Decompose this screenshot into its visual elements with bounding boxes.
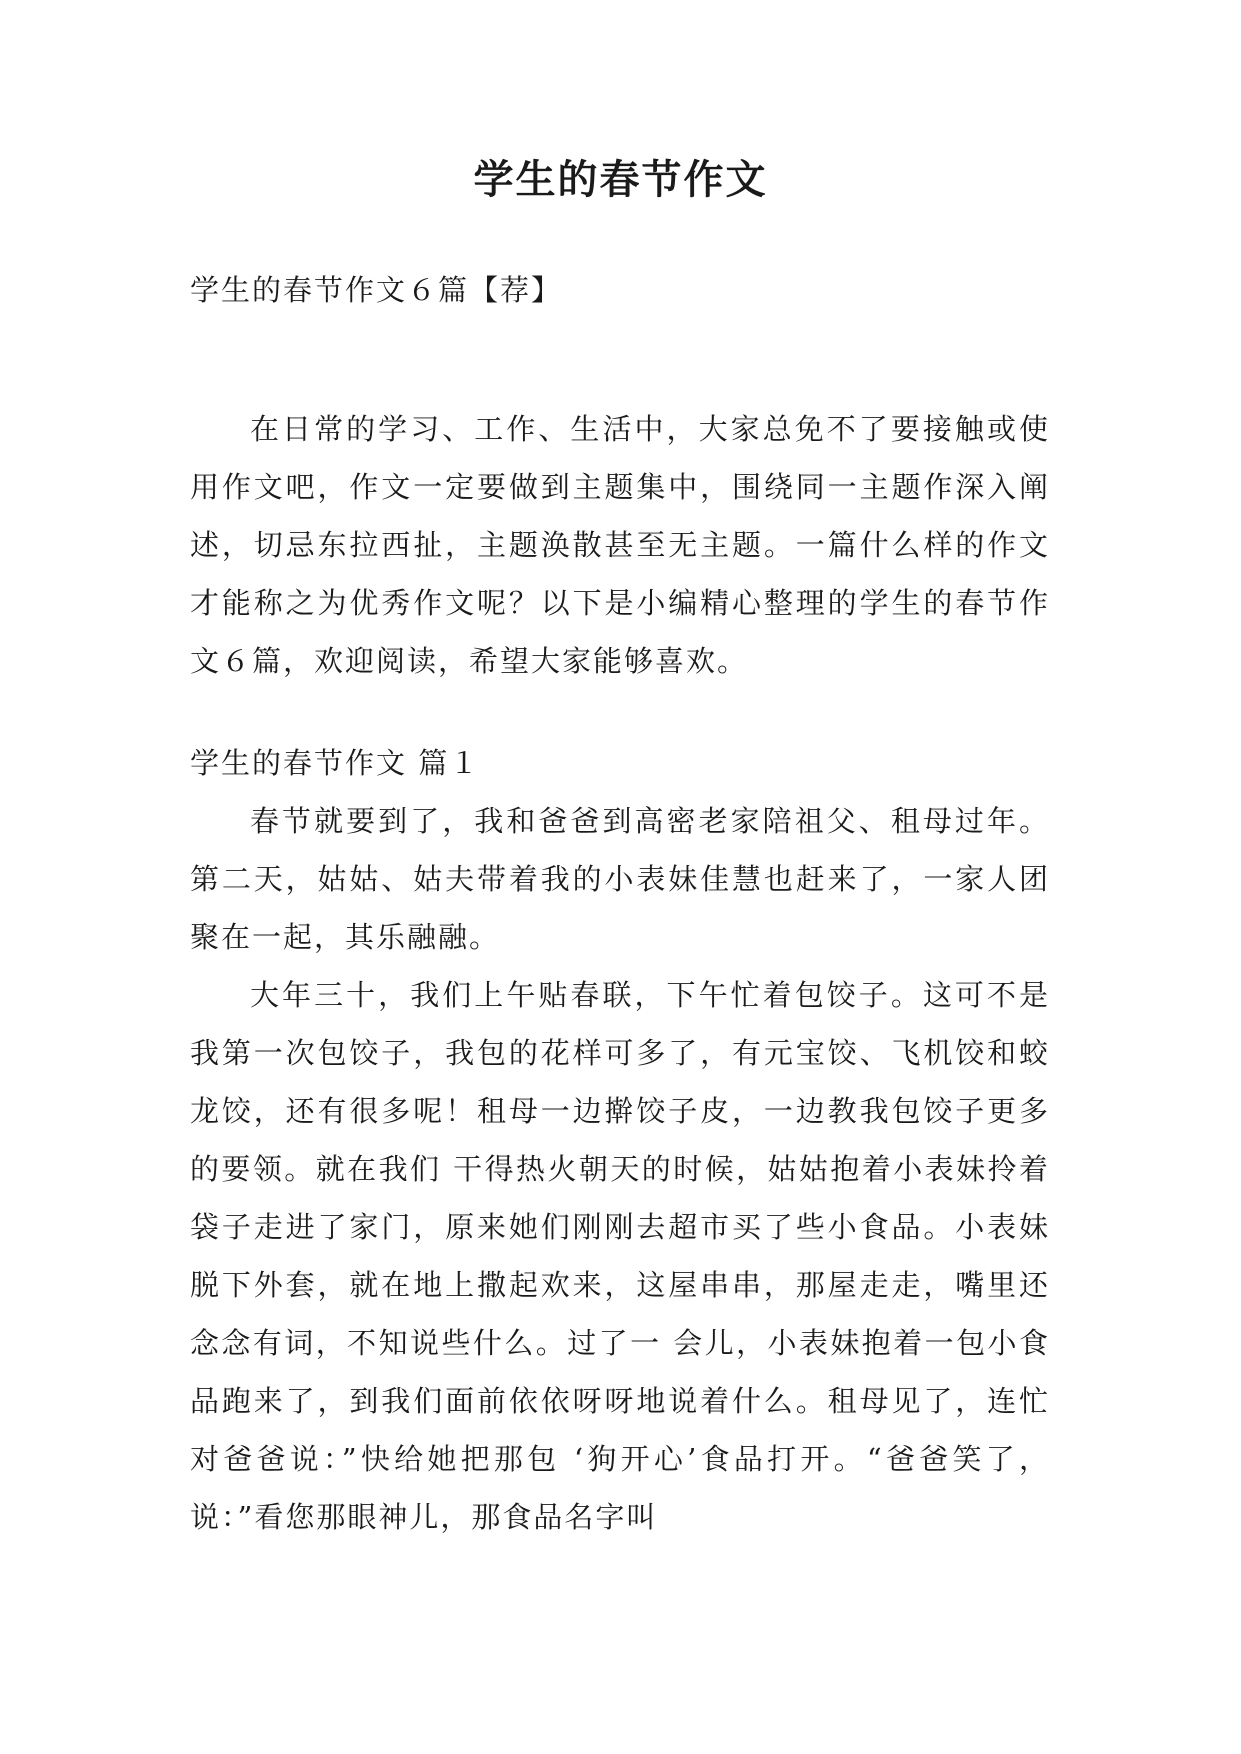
body-paragraph-1: 春节就要到了，我和爸爸到高密老家陪祖父、租母过年。第二天，姑姑、姑夫带着我的小表妹佳慧也赶来了，一家人团聚在一起，其乐融融。 (190, 804, 1050, 954)
document-title: 学生的春节作文 (473, 156, 768, 203)
document-subtitle: 学生的春节作文６篇【荐】 (190, 273, 563, 307)
intro-paragraph: 在日常的学习、工作、生活中，大家总免不了要接触或使用作文吧，作文一定要做到主题集中，围绕同一主题作深入阐述，切忌东拉西扯，主题涣散甚至无主题。一篇什么样的作文才能称之为优秀作文呢？以下是小编精心整理的学生的春节作文６篇，欢迎阅读，希望大家能够喜欢。 (190, 412, 1050, 678)
document-body (190, 262, 1050, 1546)
body-paragraph-2: 大年三十，我们上午贴春联，下午忙着包饺子。这可不是我第一次包饺子，我包的花样可多了，有元宝饺、飞机饺和蛟龙饺，还有很多呢！租母一边擀饺子皮，一边教我包饺子更多的要领。就在我们 干得热火朝天的时候，姑姑抱着小表妹拎着袋子走进了家门，原来她们刚刚去超市买了些小食品。小表妹脱下外套，就在地上撒起欢来，这屋串串，那屋走走，嘴里还念念有词，不知说些什么。过了一 会儿，小表妹抱着一包小食品跑来了，到我们面前依依呀呀地说着什么。租母见了，连忙对爸爸说：”快给她把那包 ‘狗开心’食品打开。“爸爸笑了，说：”看您那眼神儿，那食品名字叫 (190, 978, 1050, 1534)
section-heading: 学生的春节作文 篇１ (190, 746, 481, 780)
